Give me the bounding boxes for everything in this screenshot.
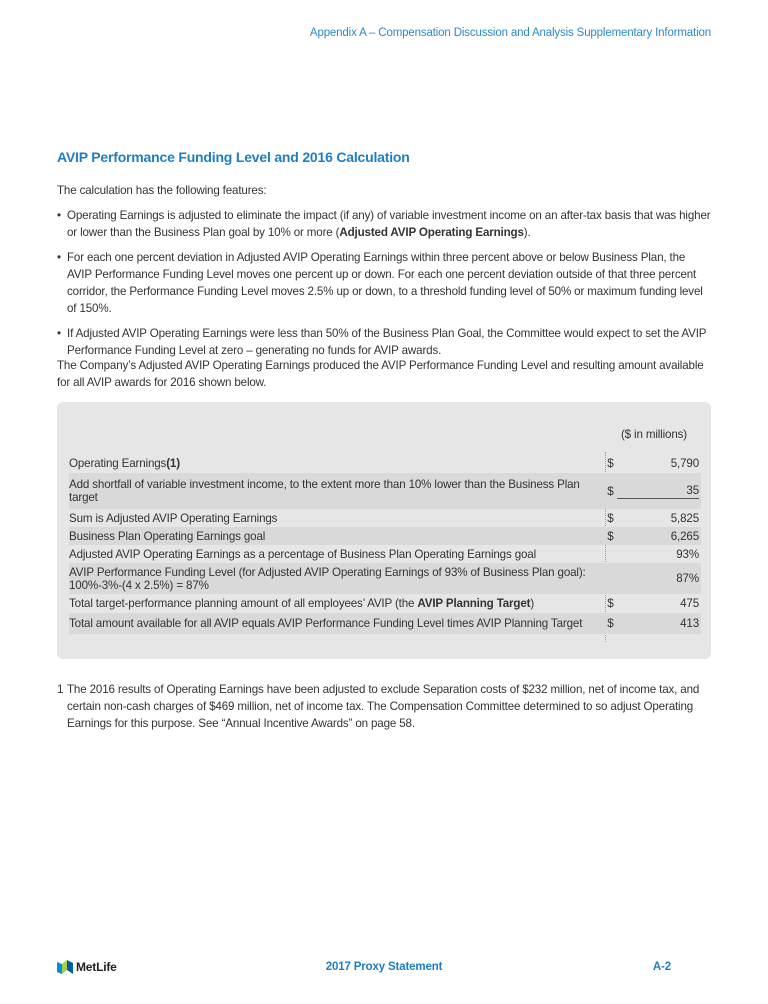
row-value (607, 512, 701, 525)
row-value (607, 572, 701, 585)
amount: 5,790 (670, 457, 699, 470)
feature-text: Operating Earnings is adjusted to eliminate the impact (if any) of variable investment income on an after-tax basis that was higher or lower than the Business Plan goal by 10% or more ( (67, 209, 711, 239)
page-number: A-2 (652, 961, 671, 973)
intro-text: The calculation has the following features: (57, 184, 267, 197)
feature-item (57, 207, 712, 241)
amount: 6,265 (670, 529, 699, 543)
row-label: Adjusted AVIP Operating Earnings as a percentage of Business Plan Operating Earnings goal (69, 547, 537, 561)
currency-symbol: $ (607, 484, 614, 498)
footnote (57, 681, 707, 732)
footnote-ref: (1) (166, 457, 180, 470)
amount: 35 (617, 484, 699, 499)
running-header: Appendix A – Compensation Discussion and Analysis Supplementary Information (309, 27, 711, 39)
feature-defined-term: Adjusted AVIP Operating Earnings (339, 226, 524, 239)
table-row (69, 473, 701, 509)
feature-text-tail: ). (523, 226, 531, 239)
currency-symbol: $ (607, 617, 614, 630)
table-row (69, 563, 701, 594)
currency-symbol: $ (607, 511, 614, 525)
feature-text: For each one percent deviation in Adjusted AVIP Operating Earnings within three percent above or below Business Plan, the AVIP Performance Funding Level moves one percent up or down. For each one percent deviation outside of that three percent corridor, the Performance Funding Level moves 2.5% up or down, to a threshold funding level of 50% or maximum funding level of 150%. (67, 251, 703, 315)
row-label: Sum is Adjusted AVIP Operating Earnings (69, 511, 278, 525)
amount: 93% (676, 547, 699, 561)
feature-text: If Adjusted AVIP Operating Earnings were less than 50% of the Business Plan Goal, the Committee would expect to set the AVIP Performance Funding Level at zero – generating no funds for AVIP awards. (67, 327, 707, 357)
row-label: Add shortfall of variable investment income, to the extent more than 10% lower than the Business Plan target (69, 478, 580, 504)
row-value (607, 457, 701, 470)
footnote-text: The 2016 results of Operating Earnings have been adjusted to exclude Separation costs of $232 million, net of income tax, and certain non-cash charges of $469 million, net of income tax. The Compensation Committee determined to so adjust Operating Earnings for this purpose. See “Annual Incentive Awards” on page 58. (67, 683, 700, 730)
bullet-marker: • (57, 209, 61, 222)
row-value (607, 548, 701, 561)
section-title: AVIP Performance Funding Level and 2016 Calculation (57, 149, 410, 165)
summary-paragraph: The Company’s Adjusted AVIP Operating Earnings produced the AVIP Performance Funding Level and resulting amount available for all AVIP awards for 2016 shown below. (57, 359, 704, 389)
feature-list (57, 207, 712, 367)
row-label: Operating Earnings(1) (69, 457, 180, 470)
bullet-marker: • (57, 327, 61, 340)
row-label: Total target-performance planning amount of all employees’ AVIP (the AVIP Planning Target) (69, 597, 535, 610)
currency-symbol: $ (607, 597, 614, 610)
amount: 5,825 (670, 511, 699, 525)
row-label: AVIP Performance Funding Level (for Adjusted AVIP Operating Earnings of 93% of Business Plan goal): 100%-3%-(4 x 2.5%) = 87% (69, 565, 586, 592)
table-row (69, 594, 701, 613)
table-row (69, 509, 701, 527)
row-value (607, 617, 701, 630)
currency-symbol: $ (607, 457, 614, 470)
page-footer (0, 960, 768, 980)
units-label: ($ in millions) (620, 428, 687, 441)
amount: 87% (676, 572, 699, 585)
bullet-marker: • (57, 251, 61, 264)
currency-symbol: $ (607, 529, 614, 543)
row-value (607, 530, 701, 543)
table-body (69, 454, 701, 634)
footnote-number: 1 (57, 683, 64, 696)
table-row (69, 545, 701, 563)
row-label: Total amount available for all AVIP equals AVIP Performance Funding Level times AVIP Planning Target (69, 617, 583, 630)
feature-item (57, 249, 712, 317)
defined-term: AVIP Planning Target (417, 597, 531, 610)
feature-item (57, 325, 712, 359)
table-row (69, 613, 701, 634)
logo-wordmark: MetLife (76, 960, 117, 974)
row-value (607, 484, 701, 499)
amount: 413 (680, 617, 699, 630)
footer-title: 2017 Proxy Statement (325, 961, 443, 973)
calculation-table (57, 402, 711, 659)
row-label: Business Plan Operating Earnings goal (69, 529, 266, 543)
row-value (607, 597, 701, 610)
table-row (69, 527, 701, 545)
amount: 475 (680, 597, 699, 610)
table-row (69, 454, 701, 473)
